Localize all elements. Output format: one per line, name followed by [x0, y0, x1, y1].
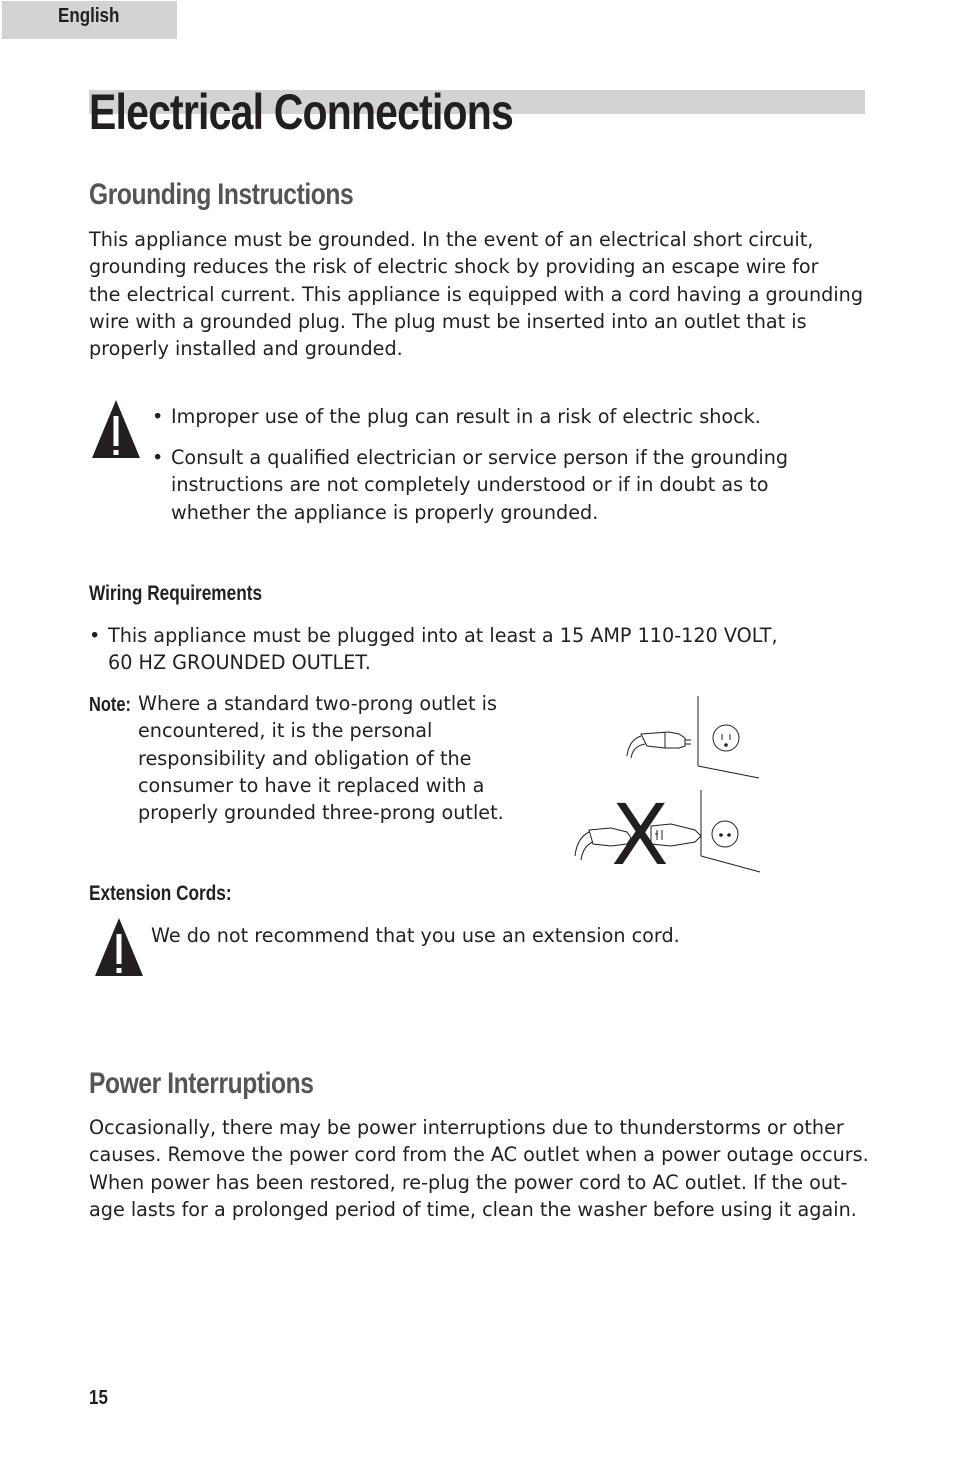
power-line: Occasionally, there may be power interruptions due to thunderstorms or other	[89, 1116, 844, 1139]
language-label: English	[58, 5, 120, 27]
bullet: •	[152, 405, 164, 428]
warning-text	[171, 444, 788, 526]
page-number: 15	[89, 1387, 108, 1409]
grounding-heading: Grounding Instructions	[89, 178, 354, 211]
note-body	[138, 690, 504, 826]
warning-item	[152, 444, 852, 528]
wiring-line: 60 HZ GROUNDED OUTLET.	[108, 651, 371, 675]
warning-line: instructions are not completely understood or if in doubt as to	[171, 473, 769, 497]
grounding-line: the electrical current. This appliance is equipped with a cord having a grounding	[89, 282, 864, 306]
wiring-bullet	[89, 622, 849, 678]
grounding-body	[89, 226, 879, 362]
note-line: properly grounded three-prong outlet.	[138, 801, 504, 825]
extension-line: We do not recommend that you use an extension cord.	[151, 924, 680, 947]
not-allowed-x-mark: X	[611, 786, 669, 876]
bullet: •	[89, 624, 101, 647]
wiring-text	[108, 622, 778, 677]
power-heading: Power Interruptions	[89, 1067, 314, 1100]
warning-item	[152, 403, 852, 431]
grounding-line: properly installed and grounded.	[89, 337, 403, 361]
note-line: responsibility and obligation of the	[138, 746, 472, 770]
warning-triangle-icon	[92, 400, 140, 458]
warning-line: whether the appliance is properly grounded.	[171, 500, 599, 524]
power-body	[89, 1114, 879, 1223]
plug-outlet-illustration	[565, 690, 765, 876]
warning-line: Consult a qualified electrician or service person if the grounding	[171, 446, 789, 469]
note-line: consumer to have it replaced with a	[138, 773, 485, 797]
power-line: causes. Remove the power cord from the AC outlet when a power outage occurs.	[89, 1143, 869, 1167]
page-title: Electrical Connections	[89, 84, 513, 140]
grounding-line: wire with a grounded plug. The plug must be inserted into an outlet that is	[89, 309, 807, 333]
wiring-heading: Wiring Requirements	[89, 582, 263, 605]
extension-heading: Extension Cords:	[89, 882, 232, 905]
extension-text	[151, 922, 851, 950]
warning-text: Improper use of the plug can result in a risk of electric shock.	[171, 405, 761, 428]
warning-triangle-icon	[95, 918, 143, 976]
grounded-plug-correct	[627, 696, 759, 778]
note-line: encountered, it is the personal	[138, 719, 433, 743]
grounding-line: This appliance must be grounded. In the event of an electrical short circuit,	[89, 228, 814, 251]
bullet: •	[152, 446, 164, 469]
grounding-line: grounding reduces the risk of electric shock by providing an escape wire for	[89, 255, 819, 279]
power-line: When power has been restored, re-plug the power cord to AC outlet. If the out-	[89, 1170, 848, 1194]
wiring-line: This appliance must be plugged into at least a 15 AMP 110-120 VOLT,	[108, 624, 778, 647]
power-line: age lasts for a prolonged period of time, clean the washer before using it again.	[89, 1197, 857, 1221]
note-line: Where a standard two-prong outlet is	[138, 692, 497, 715]
note-label: Note:	[89, 694, 131, 716]
